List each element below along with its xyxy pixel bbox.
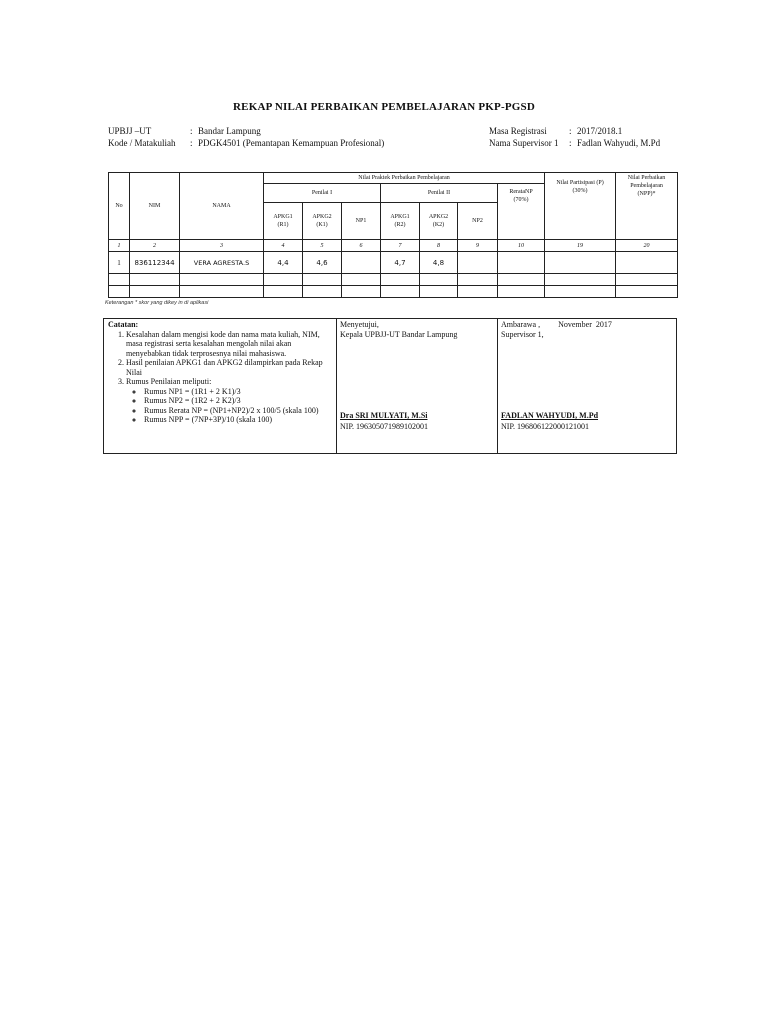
table-row <box>109 286 678 298</box>
row-npp <box>616 252 678 274</box>
header-right <box>489 125 660 149</box>
header-no: No <box>109 173 130 240</box>
supervisor-name: FADLAN WAHYUDI, M.Pd <box>501 411 599 420</box>
supervisor-value: Fadlan Wahyudi, M.Pd <box>577 138 661 148</box>
npp-line1: Nilai Perbaikan <box>627 175 666 181</box>
index-row <box>109 240 678 252</box>
row-r1: 4,4 <box>264 252 303 274</box>
index-cell: 2 <box>130 240 180 252</box>
row-rerata <box>498 252 545 274</box>
table-note: Keterangan * skor yang dikey in di aplikasi <box>105 300 209 306</box>
rerata-label: RerataNP <box>509 189 533 195</box>
index-cell: 3 <box>180 240 264 252</box>
list-item: ◦ Rumus Rerata NP = (NP1+NP2)/2 x 100/5 (skala 100) <box>144 406 332 416</box>
list-item: ◦ Rumus NPP = (7NP+3P)/10 (skala 100) <box>144 415 332 425</box>
header-np1: NP1 <box>342 203 381 240</box>
apkg2-label: APKG2 <box>312 214 332 220</box>
supervisor-label: Nama Supervisor 1 <box>489 138 559 148</box>
kode-label: Kode / Matakuliah <box>108 138 176 148</box>
masa-label: Masa Registrasi <box>489 126 547 136</box>
list-item: 1. Kesalahan dalam mengisi kode dan nama mata kuliah, NIM, masa registrasi serta kesalahan mengolah nilai akan menyebabkan tidak terprosesnya nilai mahasiswa. <box>126 330 332 359</box>
rerata-pct: (70%) <box>513 197 529 203</box>
catatan-section <box>104 319 337 453</box>
header-npp <box>616 173 678 240</box>
apkg1-label: APKG1 <box>390 214 410 220</box>
header-penilai1: Penilai I <box>264 184 381 203</box>
index-cell: 9 <box>458 240 498 252</box>
approve-nip: NIP. 196305071989102001 <box>340 422 429 431</box>
approve-line2: Kepala UPBJJ-UT Bandar Lampung <box>340 329 458 339</box>
partisipasi-pct: (30%) <box>572 188 588 194</box>
row-partisipasi <box>545 252 616 274</box>
r1-label: (R1) <box>277 222 289 228</box>
colon: : <box>190 126 193 136</box>
npp-line3: (NPP)* <box>637 191 656 197</box>
colon: : <box>569 138 572 148</box>
colon: : <box>569 126 572 136</box>
approve-line1: Menyetujui, <box>340 320 379 329</box>
upbjj-value: Bandar Lampung <box>198 126 261 136</box>
masa-value: 2017/2018.1 <box>577 126 623 136</box>
list-item: ◦ Rumus NP2 = (1R2 + 2 K2)/3 <box>144 396 332 406</box>
supervisor-section <box>498 319 676 453</box>
table-row <box>109 274 678 286</box>
rumus-list <box>126 387 332 425</box>
list-item-text: Rumus Penilaian meliputi: <box>126 377 212 386</box>
header-apkg2-k1 <box>303 203 342 240</box>
index-cell: 19 <box>545 240 616 252</box>
colon: : <box>190 138 193 148</box>
supervisor-title: Supervisor 1, <box>501 329 544 339</box>
k1-label: (K1) <box>316 222 328 228</box>
header-apkg1-r1 <box>264 203 303 240</box>
header-praktek: Nilai Praktek Perbaikan Pembelajaran <box>264 173 545 184</box>
list-item <box>126 377 332 425</box>
header-left <box>108 125 384 149</box>
header-rerata <box>498 184 545 240</box>
row-nama: VERA AGRESTA.S <box>180 252 264 274</box>
approve-section <box>337 319 498 453</box>
supervisor-nip: NIP. 196806122000121001 <box>501 422 590 431</box>
row-r2: 4,7 <box>381 252 420 274</box>
index-cell: 7 <box>381 240 420 252</box>
index-cell: 6 <box>342 240 381 252</box>
approve-name: Dra SRI MULYATI, M.Si <box>340 411 428 420</box>
row-nim: 836112344 <box>130 252 180 274</box>
list-item: ◦ Rumus NP1 = (1R1 + 2 K1)/3 <box>144 387 332 397</box>
table-row <box>109 252 678 274</box>
list-item: 2. Hasil penilaian APKG1 dan APKG2 dilampirkan pada Rekap Nilai <box>126 358 332 377</box>
r2-label: (R2) <box>394 222 406 228</box>
index-cell: 1 <box>109 240 130 252</box>
partisipasi-label: Nilai Partisipasi (P) <box>556 180 604 186</box>
catatan-title: Catatan: <box>108 320 139 329</box>
page-title: REKAP NILAI PERBAIKAN PEMBELAJARAN PKP-PGSD <box>233 101 535 113</box>
row-np2 <box>458 252 498 274</box>
header-nim: NIM <box>130 173 180 240</box>
header-apkg1-r2 <box>381 203 420 240</box>
row-k2: 4,8 <box>420 252 458 274</box>
header-penilai2: Penilai II <box>381 184 498 203</box>
supervisor-place-date: Ambarawa , November 2017 <box>501 320 612 329</box>
index-cell: 4 <box>264 240 303 252</box>
row-no: 1 <box>109 252 130 274</box>
rekap-table <box>108 172 678 298</box>
header-apkg2-k2 <box>420 203 458 240</box>
index-cell: 10 <box>498 240 545 252</box>
npp-line2: Pembelajaran <box>630 183 663 189</box>
header-nama: NAMA <box>180 173 264 240</box>
index-cell: 8 <box>420 240 458 252</box>
kode-value: PDGK4501 (Pemantapan Kemampuan Profesional) <box>198 138 385 148</box>
header-np2: NP2 <box>458 203 498 240</box>
apkg2-label: APKG2 <box>428 214 449 220</box>
upbjj-label: UPBJJ –UT <box>108 126 152 136</box>
row-k1: 4,6 <box>303 252 342 274</box>
index-cell: 20 <box>616 240 678 252</box>
apkg1-label: APKG1 <box>273 214 293 220</box>
row-np1 <box>342 252 381 274</box>
index-cell: 5 <box>303 240 342 252</box>
signature-box <box>103 318 677 454</box>
header-partisipasi <box>545 173 616 240</box>
catatan-list <box>108 330 332 425</box>
k2-label: (K2) <box>432 222 445 228</box>
